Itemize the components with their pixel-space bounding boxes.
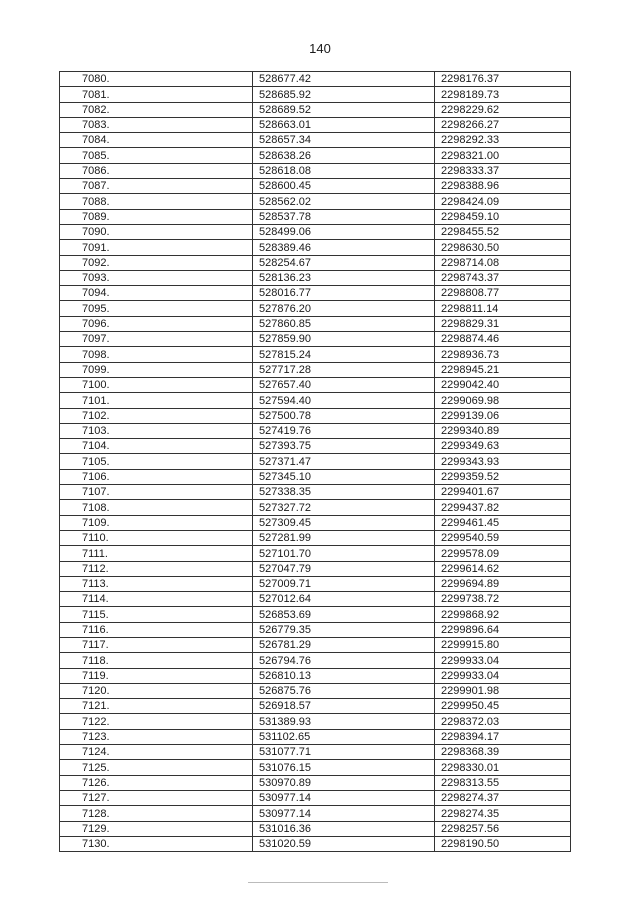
table-row [60,729,571,744]
easting-cell: 531077.71 [253,745,435,760]
point-id-cell: 7095. [60,301,253,316]
northing-cell: 2299901.98 [435,683,571,698]
table-row [60,699,571,714]
easting-cell: 528499.06 [253,224,435,239]
northing-cell: 2298459.10 [435,209,571,224]
northing-cell: 2298368.39 [435,745,571,760]
point-id-cell: 7111. [60,546,253,561]
point-id-cell: 7127. [60,790,253,805]
northing-cell: 2299343.93 [435,454,571,469]
northing-cell: 2298274.35 [435,806,571,821]
easting-cell: 526781.29 [253,637,435,652]
northing-cell: 2299915.80 [435,637,571,652]
table-row [60,117,571,132]
northing-cell: 2299401.67 [435,485,571,500]
point-id-cell: 7103. [60,423,253,438]
point-id-cell: 7081. [60,87,253,102]
table-row [60,485,571,500]
point-id-cell: 7110. [60,530,253,545]
northing-cell: 2298936.73 [435,347,571,362]
easting-cell: 528562.02 [253,194,435,209]
northing-cell: 2298424.09 [435,194,571,209]
table-row [60,745,571,760]
footer-rule [248,882,388,883]
easting-cell: 527419.76 [253,423,435,438]
table-row [60,240,571,255]
table-row [60,561,571,576]
easting-cell: 527101.70 [253,546,435,561]
easting-cell: 527657.40 [253,377,435,392]
table-row [60,775,571,790]
table-row [60,439,571,454]
easting-cell: 527717.28 [253,362,435,377]
northing-cell: 2299461.45 [435,515,571,530]
point-id-cell: 7124. [60,745,253,760]
table-row [60,286,571,301]
table-row [60,821,571,836]
easting-cell: 528537.78 [253,209,435,224]
northing-cell: 2299950.45 [435,699,571,714]
table-row [60,668,571,683]
point-id-cell: 7125. [60,760,253,775]
point-id-cell: 7099. [60,362,253,377]
point-id-cell: 7106. [60,469,253,484]
table-row [60,790,571,805]
northing-cell: 2298313.55 [435,775,571,790]
easting-cell: 528136.23 [253,270,435,285]
table-row [60,454,571,469]
northing-cell: 2299437.82 [435,500,571,515]
northing-cell: 2298874.46 [435,332,571,347]
page-number: 140 [309,41,331,56]
easting-cell: 528618.08 [253,163,435,178]
easting-cell: 526853.69 [253,607,435,622]
point-id-cell: 7123. [60,729,253,744]
point-id-cell: 7090. [60,224,253,239]
northing-cell: 2298257.56 [435,821,571,836]
point-id-cell: 7121. [60,699,253,714]
easting-cell: 527345.10 [253,469,435,484]
table-row [60,377,571,392]
northing-cell: 2298176.37 [435,72,571,87]
point-id-cell: 7101. [60,393,253,408]
easting-cell: 531076.15 [253,760,435,775]
easting-cell: 531020.59 [253,836,435,851]
easting-cell: 527815.24 [253,347,435,362]
table-row [60,301,571,316]
table-row [60,683,571,698]
point-id-cell: 7100. [60,377,253,392]
northing-cell: 2299349.63 [435,439,571,454]
easting-cell: 527393.75 [253,439,435,454]
northing-cell: 2298394.17 [435,729,571,744]
table-row [60,469,571,484]
table-row [60,500,571,515]
table-row [60,133,571,148]
point-id-cell: 7122. [60,714,253,729]
easting-cell: 527594.40 [253,393,435,408]
northing-cell: 2299738.72 [435,592,571,607]
point-id-cell: 7108. [60,500,253,515]
table-row [60,592,571,607]
table-row [60,163,571,178]
table-row [60,622,571,637]
table-row [60,362,571,377]
easting-cell: 527338.35 [253,485,435,500]
northing-cell: 2298229.62 [435,102,571,117]
point-id-cell: 7091. [60,240,253,255]
table-row [60,806,571,821]
easting-cell: 528638.26 [253,148,435,163]
point-id-cell: 7102. [60,408,253,423]
northing-cell: 2299896.64 [435,622,571,637]
table-row [60,653,571,668]
point-id-cell: 7118. [60,653,253,668]
easting-cell: 526794.76 [253,653,435,668]
easting-cell: 530977.14 [253,806,435,821]
table-row [60,102,571,117]
table-row [60,194,571,209]
northing-cell: 2299069.98 [435,393,571,408]
northing-cell: 2298743.37 [435,270,571,285]
easting-cell: 528600.45 [253,179,435,194]
point-id-cell: 7129. [60,821,253,836]
easting-cell: 527009.71 [253,576,435,591]
table-row [60,515,571,530]
point-id-cell: 7088. [60,194,253,209]
point-id-cell: 7093. [60,270,253,285]
table-row [60,347,571,362]
northing-cell: 2298292.33 [435,133,571,148]
easting-cell: 527012.64 [253,592,435,607]
point-id-cell: 7115. [60,607,253,622]
table-row [60,87,571,102]
table-row [60,209,571,224]
northing-cell: 2298811.14 [435,301,571,316]
northing-cell: 2298808.77 [435,286,571,301]
easting-cell: 527281.99 [253,530,435,545]
table-row [60,714,571,729]
easting-cell: 528663.01 [253,117,435,132]
northing-cell: 2298388.96 [435,179,571,194]
point-id-cell: 7112. [60,561,253,576]
easting-cell: 531389.93 [253,714,435,729]
easting-cell: 527859.90 [253,332,435,347]
table-row [60,408,571,423]
table-row [60,224,571,239]
easting-cell: 531016.36 [253,821,435,836]
table-row [60,148,571,163]
point-id-cell: 7082. [60,102,253,117]
northing-cell: 2298714.08 [435,255,571,270]
point-id-cell: 7097. [60,332,253,347]
northing-cell: 2298945.21 [435,362,571,377]
easting-cell: 527860.85 [253,316,435,331]
table-row [60,179,571,194]
coordinates-table-body [60,72,571,852]
northing-cell: 2299933.04 [435,653,571,668]
easting-cell: 527500.78 [253,408,435,423]
easting-cell: 527047.79 [253,561,435,576]
easting-cell: 528657.34 [253,133,435,148]
easting-cell: 527327.72 [253,500,435,515]
northing-cell: 2298274.37 [435,790,571,805]
point-id-cell: 7089. [60,209,253,224]
northing-cell: 2298266.27 [435,117,571,132]
northing-cell: 2299359.52 [435,469,571,484]
point-id-cell: 7117. [60,637,253,652]
northing-cell: 2298333.37 [435,163,571,178]
point-id-cell: 7086. [60,163,253,178]
northing-cell: 2299868.92 [435,607,571,622]
northing-cell: 2299614.62 [435,561,571,576]
table-row [60,637,571,652]
point-id-cell: 7107. [60,485,253,500]
point-id-cell: 7085. [60,148,253,163]
northing-cell: 2298372.03 [435,714,571,729]
easting-cell: 526779.35 [253,622,435,637]
point-id-cell: 7119. [60,668,253,683]
northing-cell: 2299540.59 [435,530,571,545]
easting-cell: 528689.52 [253,102,435,117]
table-row [60,423,571,438]
point-id-cell: 7105. [60,454,253,469]
northing-cell: 2298321.00 [435,148,571,163]
point-id-cell: 7116. [60,622,253,637]
easting-cell: 528254.67 [253,255,435,270]
table-row [60,760,571,775]
northing-cell: 2298330.01 [435,760,571,775]
table-row [60,255,571,270]
northing-cell: 2299139.06 [435,408,571,423]
coordinates-table [59,71,571,852]
easting-cell: 526918.57 [253,699,435,714]
easting-cell: 527371.47 [253,454,435,469]
point-id-cell: 7104. [60,439,253,454]
easting-cell: 527309.45 [253,515,435,530]
point-id-cell: 7092. [60,255,253,270]
table-row [60,270,571,285]
table-row [60,393,571,408]
northing-cell: 2298829.31 [435,316,571,331]
northing-cell: 2299340.89 [435,423,571,438]
point-id-cell: 7087. [60,179,253,194]
northing-cell: 2298189.73 [435,87,571,102]
point-id-cell: 7120. [60,683,253,698]
table-row [60,836,571,851]
northing-cell: 2299042.40 [435,377,571,392]
northing-cell: 2299933.04 [435,668,571,683]
easting-cell: 531102.65 [253,729,435,744]
table-row [60,72,571,87]
easting-cell: 528677.42 [253,72,435,87]
easting-cell: 530977.14 [253,790,435,805]
table-row [60,576,571,591]
point-id-cell: 7126. [60,775,253,790]
northing-cell: 2299694.89 [435,576,571,591]
point-id-cell: 7098. [60,347,253,362]
point-id-cell: 7109. [60,515,253,530]
point-id-cell: 7114. [60,592,253,607]
northing-cell: 2298190.50 [435,836,571,851]
easting-cell: 526875.76 [253,683,435,698]
table-row [60,607,571,622]
table-row [60,332,571,347]
northing-cell: 2299578.09 [435,546,571,561]
table-row [60,530,571,545]
northing-cell: 2298630.50 [435,240,571,255]
table-row [60,546,571,561]
easting-cell: 530970.89 [253,775,435,790]
easting-cell: 527876.20 [253,301,435,316]
point-id-cell: 7080. [60,72,253,87]
easting-cell: 526810.13 [253,668,435,683]
point-id-cell: 7130. [60,836,253,851]
easting-cell: 528389.46 [253,240,435,255]
point-id-cell: 7113. [60,576,253,591]
point-id-cell: 7083. [60,117,253,132]
point-id-cell: 7084. [60,133,253,148]
table-row [60,316,571,331]
point-id-cell: 7128. [60,806,253,821]
point-id-cell: 7094. [60,286,253,301]
point-id-cell: 7096. [60,316,253,331]
easting-cell: 528685.92 [253,87,435,102]
easting-cell: 528016.77 [253,286,435,301]
northing-cell: 2298455.52 [435,224,571,239]
